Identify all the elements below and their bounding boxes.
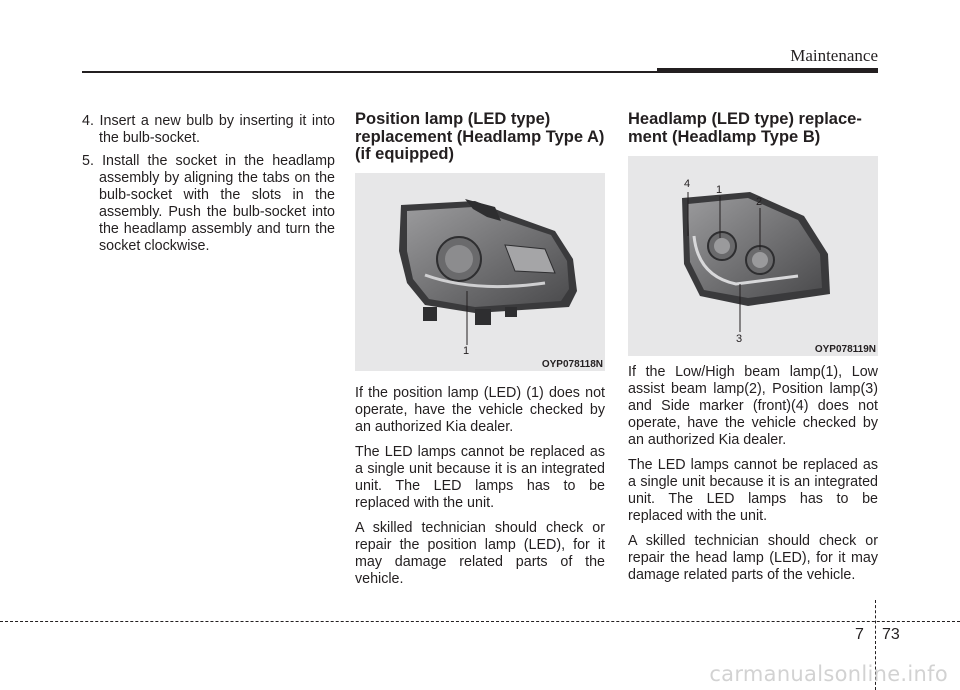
callout-2: 2 (756, 196, 763, 208)
position-lamp-body (355, 385, 605, 596)
headlamp-type-b-illustration (628, 156, 878, 356)
header-rule (82, 71, 657, 73)
header-rule-accent (657, 68, 878, 73)
figure-code: OYP078118N (541, 359, 603, 370)
figure-code: OYP078119N (814, 344, 876, 355)
step-text: Install the socket in the headlamp assembly by aligning the tabs on the bulb-socket with the slots in the assembly. Push the bulb-socket into the headlamp assembly and turn the socket clockwise. (99, 153, 335, 254)
paragraph: A skilled technician should check or repair the position lamp (LED), for it may damage related parts of the vehicle. (355, 520, 605, 587)
step-number: 4. (82, 113, 94, 129)
headlamp-type-a-illustration (355, 173, 605, 371)
headlamp-type-b-figure (628, 156, 878, 356)
paragraph: A skilled technician should check or repair the head lamp (LED), for it may damage related parts of the vehicle. (628, 533, 878, 583)
chapter-number: 7 (855, 626, 864, 643)
step-item (82, 153, 335, 255)
step-number: 5. (82, 153, 94, 169)
step-item (82, 113, 335, 147)
callout-1: 1 (463, 345, 470, 357)
paragraph: The LED lamps cannot be replaced as a single unit because it is an integrated unit. The LED lamps has to be replaced with the unit. (628, 457, 878, 524)
headlamp-led-heading: Headlamp (LED type) replacement (Headlamp Type B) (628, 110, 862, 146)
section-title: Maintenance (790, 46, 878, 65)
paragraph: The LED lamps cannot be replaced as a single unit because it is an integrated unit. The LED lamps has to be replaced with the unit. (355, 444, 605, 511)
paragraph: If the position lamp (LED) (1) does not operate, have the vehicle checked by an authorized Kia dealer. (355, 385, 605, 435)
steps-column (82, 113, 335, 261)
footer-rule (0, 621, 960, 622)
callout-4: 4 (684, 178, 691, 190)
headlamp-led-body (628, 364, 878, 592)
step-text: Insert a new bulb by inserting it into the bulb-socket. (99, 113, 335, 146)
position-lamp-heading: Position lamp (LED type) replacement (Headlamp Type A) (if equipped) (355, 110, 605, 163)
page-number: 73 (882, 626, 900, 643)
headlamp-type-a-figure (355, 173, 605, 371)
callout-3: 3 (736, 333, 743, 345)
callout-1: 1 (716, 184, 723, 196)
watermark: carmanualsonline.info (709, 662, 948, 686)
paragraph: If the Low/High beam lamp(1), Low assist beam lamp(2), Position lamp(3) and Side marker (front)(4) does not operate, have the vehicle checked by an authorized Kia dealer. (628, 364, 878, 448)
